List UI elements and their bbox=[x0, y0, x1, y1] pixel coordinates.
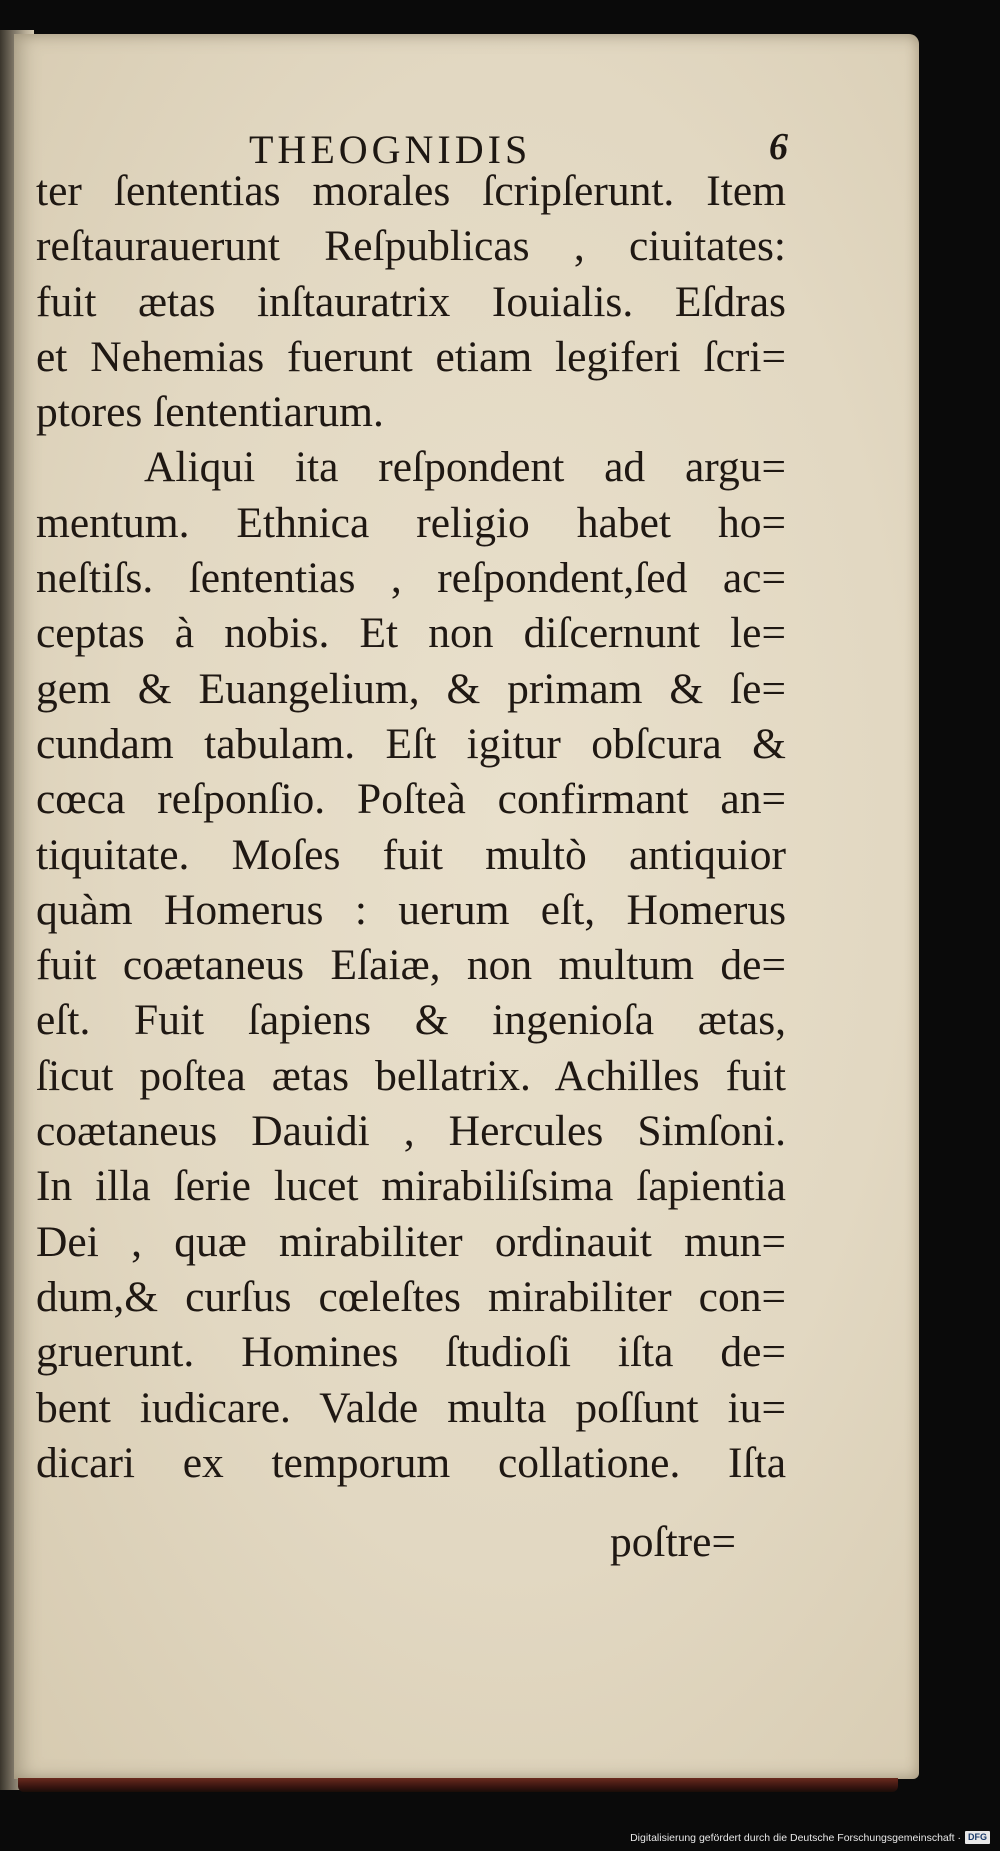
text-line: cundam tabulam. Eſt igitur obſcura & bbox=[36, 719, 786, 768]
text-line: cœca reſponſio. Poſteà confirmant an= bbox=[36, 775, 786, 824]
text-line: neſtiſs. ſententias , reſpondent,ſed ac= bbox=[36, 554, 786, 603]
text-line: tiquitate. Moſes fuit multò antiquior bbox=[36, 830, 786, 879]
text-line: fuit ætas inſtauratrix Iouialis. Eſdras bbox=[36, 277, 786, 326]
page-header bbox=[14, 102, 919, 172]
digitization-credit bbox=[630, 1831, 990, 1844]
text-line: fuit coætaneus Eſaiæ, non multum de= bbox=[36, 941, 786, 990]
dfg-logo: DFG bbox=[965, 1831, 990, 1844]
catchword: poſtre= bbox=[610, 1518, 736, 1566]
text-line: eſt. Fuit ſapiens & ingenioſa ætas, bbox=[36, 996, 786, 1045]
book-page bbox=[14, 34, 919, 1779]
text-line: quàm Homerus : uerum eſt, Homerus bbox=[36, 885, 786, 934]
text-line: reſtaurauerunt Reſpublicas , ciuitates: bbox=[36, 222, 786, 271]
text-line: gem & Euangelium, & primam & ſe= bbox=[36, 664, 786, 713]
text-line: dum,& curſus cœleſtes mirabiliter con= bbox=[36, 1272, 786, 1321]
text-line: bent iudicare. Valde multa poſſunt iu= bbox=[36, 1383, 786, 1432]
text-line: ter ſententias morales ſcripſerunt. Item bbox=[36, 167, 786, 215]
text-line: ceptas à nobis. Et non diſcernunt le= bbox=[36, 609, 786, 658]
text-line: In illa ſerie lucet mirabiliſsima ſapientia bbox=[36, 1162, 786, 1211]
text-line: coætaneus Dauidi , Hercules Simſoni. bbox=[36, 1107, 786, 1156]
credit-text: Digitalisierung gefördert durch die Deutsche Forschungsgemeinschaft · bbox=[630, 1831, 961, 1844]
text-line-paragraph-start: Aliqui ita reſpondent ad argu= bbox=[144, 443, 786, 492]
folio-number: 6 bbox=[769, 126, 788, 168]
text-line: mentum. Ethnica religio habet ho= bbox=[36, 498, 786, 547]
text-line: ſicut poſtea ætas bellatrix. Achilles fuit bbox=[36, 1051, 786, 1100]
book-cover-edge bbox=[18, 1778, 898, 1792]
body-text bbox=[36, 164, 786, 1491]
text-line: gruerunt. Homines ſtudioſi iſta de= bbox=[36, 1328, 786, 1377]
text-line: dicari ex temporum collatione. Iſta bbox=[36, 1438, 786, 1487]
text-line: et Nehemias fuerunt etiam legiferi ſcri= bbox=[36, 332, 786, 381]
running-title: THEOGNIDIS bbox=[249, 127, 532, 172]
text-line: Dei , quæ mirabiliter ordinauit mun= bbox=[36, 1217, 786, 1266]
text-line: ptores ſententiarum. bbox=[36, 388, 384, 437]
